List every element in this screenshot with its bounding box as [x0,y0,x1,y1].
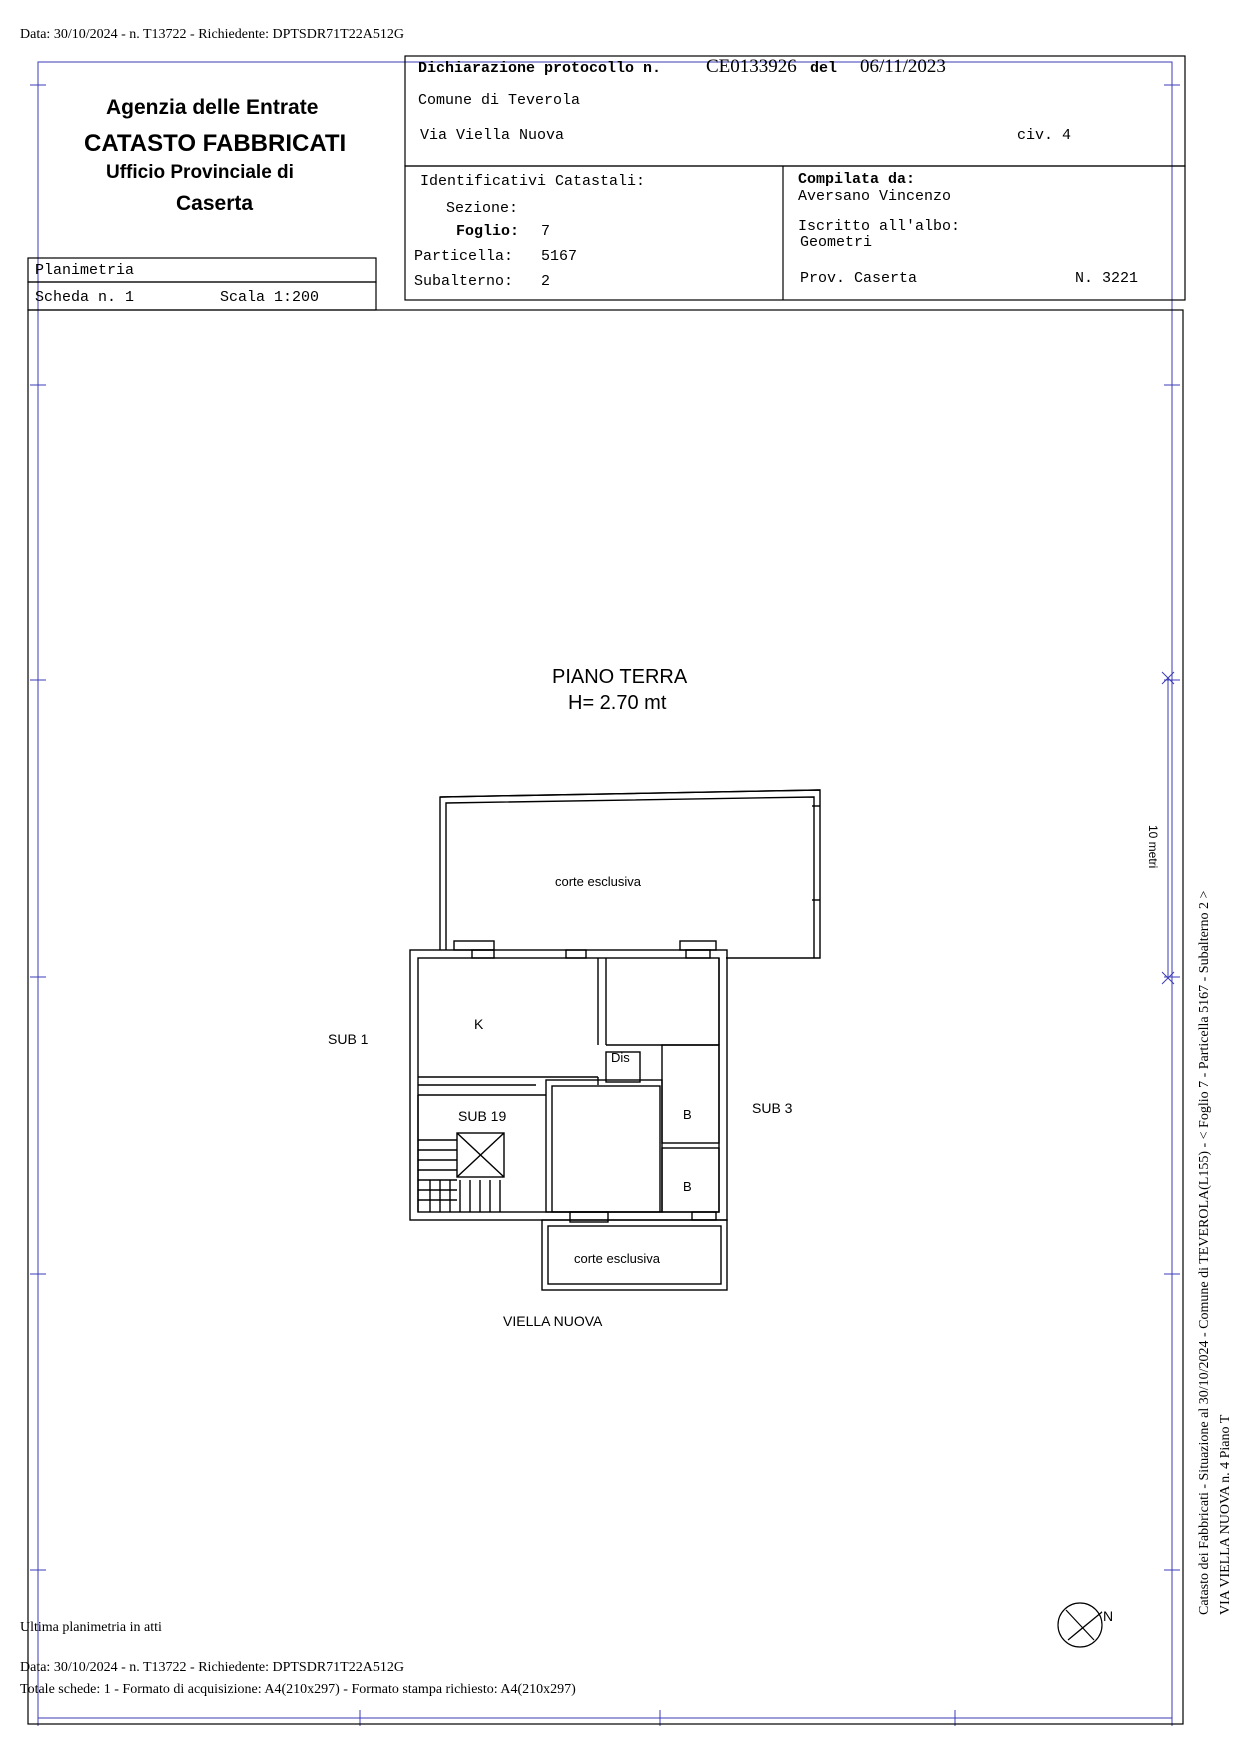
scheda: Scheda n. 1 [35,289,135,306]
courtyard-top-label: corte esclusiva [555,874,641,889]
courtyard-bottom-label: corte esclusiva [574,1251,660,1266]
floor-title: PIANO TERRA [552,666,688,688]
scala: Scala 1:200 [220,289,320,306]
room-b1-label: B [683,1107,692,1122]
agency-name: Agenzia delle Entrate [106,96,319,119]
subalterno-label: Subalterno: [414,273,514,290]
sub19-label: SUB 19 [458,1108,507,1124]
albo-value: Geometri [800,234,873,251]
particella-label: Particella: [414,248,514,265]
floor-height: H= 2.70 mt [568,692,667,714]
footer-totals: Totale schede: 1 - Formato di acquisizione: A4(210x297) - Formato stampa richiesto: A4(210x297) [20,1682,576,1697]
north-label: N [1103,1608,1114,1624]
header-boxes [28,56,1185,1724]
sub1-label: SUB 1 [328,1031,369,1047]
floor-plan [410,790,820,1290]
compiler-label: Compilata da: [798,171,916,188]
street-label: VIELLA NUOVA [503,1313,603,1329]
declaration-date: 06/11/2023 [860,56,946,77]
declaration-label: Dichiarazione protocollo n. [418,60,662,77]
sub3-label: SUB 3 [752,1100,793,1116]
sezione-label: Sezione: [446,200,519,217]
room-k-label: K [474,1016,484,1032]
room-dis-label: Dis [611,1050,630,1065]
identifiers-title: Identificativi Catastali: [420,173,646,190]
declaration-number: CE0133926 [706,56,797,77]
agency-office: Ufficio Provinciale di [106,162,294,183]
footer-last-plan: Ultima planimetria in atti [20,1620,162,1635]
agency-dept: CATASTO FABBRICATI [84,130,347,157]
address: Via Viella Nuova [420,127,565,144]
agency-city: Caserta [176,192,254,215]
header-meta: Data: 30/10/2024 - n. T13722 - Richiedente: DPTSDR71T22A512G [20,27,404,42]
comune: Comune di Teverola [418,92,581,109]
doc-type: Planimetria [35,262,135,279]
compiler-name: Aversano Vincenzo [798,188,952,205]
footer-meta: Data: 30/10/2024 - n. T13722 - Richiedente: DPTSDR71T22A512G [20,1660,404,1675]
room-b2-label: B [683,1179,692,1194]
albo-label: Iscritto all'albo: [798,218,961,235]
scale-bar-label: 10 metri [1146,825,1160,869]
foglio-label: Foglio: [456,223,520,240]
compiler-number: N. 3221 [1075,270,1139,287]
subalterno-value: 2 [541,273,551,290]
blue-frame [30,62,1180,1726]
north-arrow-icon [1058,1603,1102,1647]
particella-value: 5167 [541,248,578,265]
declaration-del: del [810,60,838,77]
side-text-1: Catasto dei Fabbricati - Situazione al 30/10/2024 - Comune di TEVEROLA(L155) - < Foglio 7 - Particella 5167 - Subalterno 2 > [1197,890,1212,1615]
civ: civ. 4 [1017,127,1072,144]
side-text-2: VIA VIELLA NUOVA n. 4 Piano T [1218,1414,1233,1615]
foglio-value: 7 [541,223,551,240]
compiler-prov: Prov. Caserta [800,270,918,287]
